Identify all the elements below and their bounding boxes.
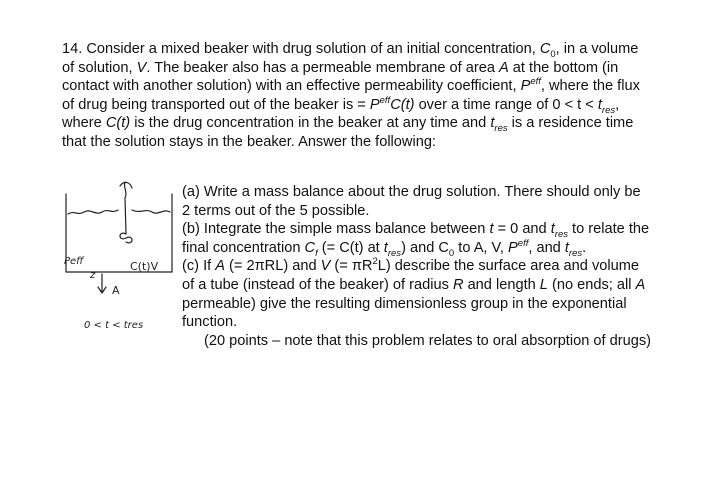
part-b: (b) Integrate the simple mass balance between t = 0 and $t_{res}$ to relate the final concentration $C_f$ (= C(t) at $t_{res}$) and $C_0$ to A, V, $P^{eff}$, and $t_{res}$.	[182, 221, 650, 259]
annotation-peff: Peff	[64, 256, 84, 267]
question-parts	[182, 183, 652, 350]
problem-number: 14.	[62, 41, 83, 57]
part-c: (c) If A (= 2πRL) and V (= $\pi R^2L$) describe the surface area and volume of a tube (instead of the beaker) of radius R and length L (no ends; all A permeable) give the resulting dimensionless group in the exponential function.	[182, 256, 646, 331]
stirrer-shaft	[125, 182, 126, 234]
annotation-z: z	[90, 270, 96, 281]
liquid-surface	[68, 210, 170, 214]
problem-statement	[62, 40, 647, 152]
annotation-area: A	[112, 284, 120, 297]
beaker-sketch	[60, 176, 180, 336]
problem-intro: 14. Consider a mixed beaker with drug solution of an initial concentration, $C_0$, in a volume of solution, V. The beaker also has a permeable membrane of area A at the bottom (in contact with another solution) with an effective permeability coefficient, $P^{eff}$, where the flux of drug being transported out of the beaker is = $P^{eff}C(t)$ over a time range of $0 < t < t_{res}$, where C(t) is the drug concentration in the beaker at any time and $t_{res}$ is a residence time that the solution stays in the beaker. Answer the following:	[62, 41, 640, 150]
flux-arrow	[98, 274, 106, 293]
points-note: (20 points – note that this problem relates to oral absorption of drugs)	[204, 332, 651, 349]
annotation-time-range: 0 < t < tres	[84, 320, 144, 331]
annotation-ctv: C(t)V	[130, 260, 159, 273]
part-a: (a) Write a mass balance about the drug solution. There should only be 2 terms out of the 5 possible.	[182, 184, 641, 219]
stirrer-top	[120, 182, 132, 188]
impeller	[120, 233, 132, 243]
